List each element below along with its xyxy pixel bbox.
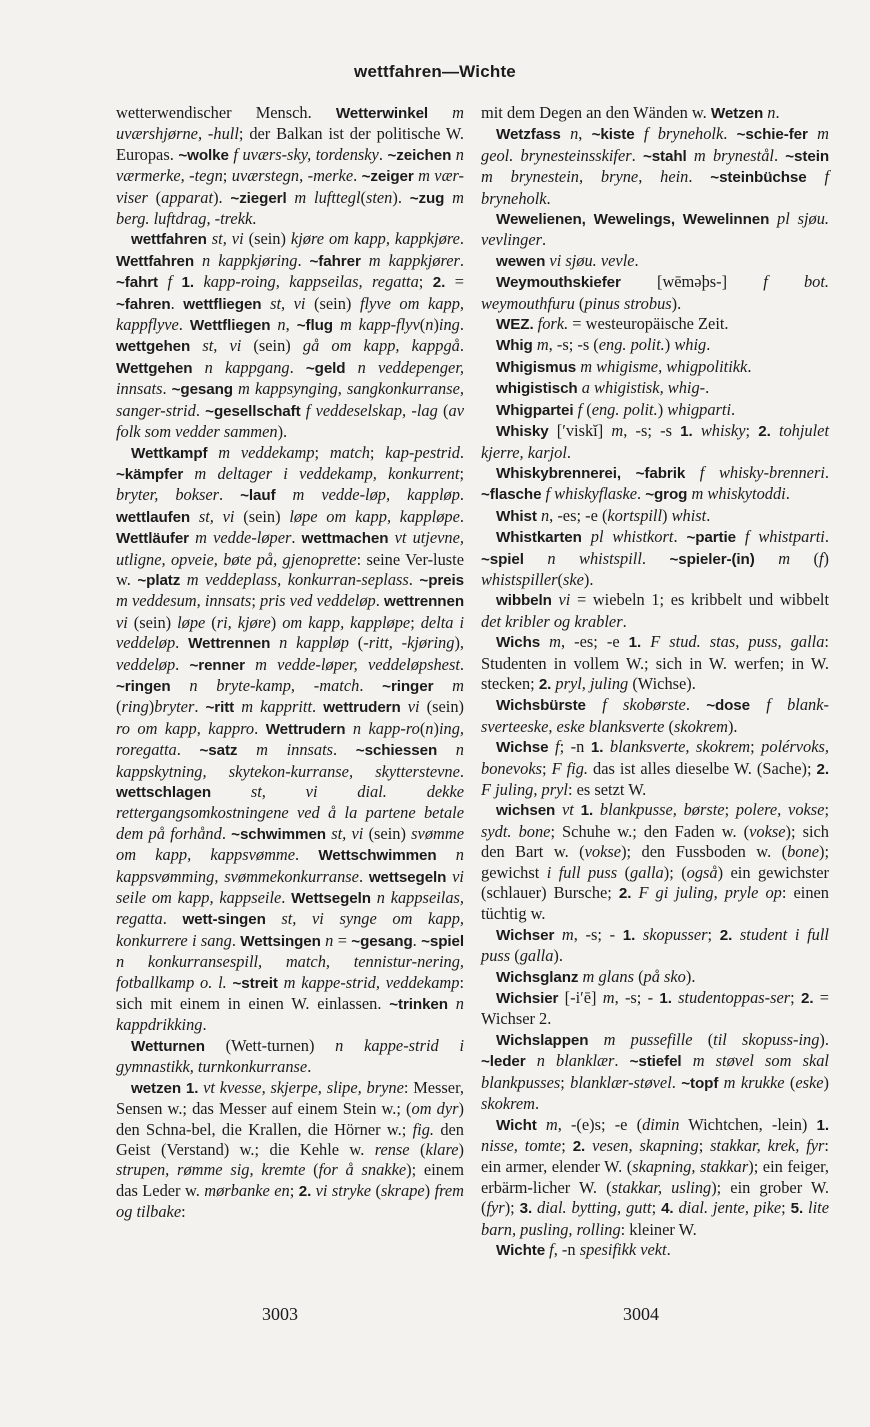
entry-paragraph: Wichs m, -es; -e 1. F stud. stas, puss, galla: Studenten in vollem W.; sich in W. werfen; in W. stecken; 2. pryl, juling (Wichse). bbox=[481, 632, 829, 693]
entry-paragraph: Whig m, -s; -s (eng. polit.) whig. bbox=[496, 335, 711, 355]
entry-paragraph: wibbeln vi = wiebeln 1; es kribbelt und wibbelt det kribler og krabler. bbox=[481, 590, 829, 631]
entry-paragraph: Whist n, -es; -e (kortspill) whist. bbox=[496, 505, 711, 525]
entry-paragraph: Wicht m, -(e)s; -e (dimin Wichtchen, -lein) 1. nisse, tomte; 2. vesen, skapning; stakkar, krek, fyr: ein armer, elender W. (skapning, stakkar); ein feiger, erbärm-licher W. (stakkar, usling); ein grober W. (fyr); 3. dial. bytting, gutt; 4. dial. jente, pike; 5. lite barn, pusling, rolling: kleiner W. bbox=[481, 1114, 829, 1239]
entry-paragraph: Whistkarten pl whistkort. ~partie f whistparti. ~spiel n whistspill. ~spieler-(in) m (f) whistspiller(ske). bbox=[481, 527, 829, 589]
entry-paragraph: wewen vi sjøu. vevle. bbox=[496, 250, 639, 270]
entry-paragraph: Wewelienen, Wewelings, Wewelinnen pl sjøu. vevlinger. bbox=[481, 209, 829, 250]
entry-paragraph: wettfahren st, vi (sein) kjøre om kapp, kappkjøre. Wettfahren n kappkjøring. ~fahrer m kappkjører. ~fahrt f 1. kapp-roing, kappseilas, regatta; 2. = ~fahren. wettfliegen st, vi (sein) flyve om kapp, kappflyve. Wettfliegen n, ~flug m kapp-flyv(n)ing. wettgehen st, vi (sein) gå om kapp, kappgå. Wettgehen n kappgang. ~geld n veddepenger, innsats. ~gesang m kappsynging, sangkonkurranse, sanger-strid. ~gesellschaft f veddeselskap, -lag (av folk som vedder sammen). bbox=[116, 229, 465, 442]
entry-paragraph: Wettkampf m veddekamp; match; kap-pestrid. ~kämpfer m deltager i veddekamp, konkurrent; bryter, bokser. ~lauf m vedde-løp, kappløp. wettlaufen st, vi (sein) løpe om kapp, kappløpe. Wettläufer m vedde-løper. wettmachen vt utjevne, utligne, opveie, bøte på, gjenoprette: seine Ver-luste w. ~platz m veddeplass, konkurran-seplass. ~preis m veddesum, innsats; pris ved veddeløp. wettrennen vi (sein) løpe (ri, kjøre) om kapp, kappløpe; delta i veddeløp. Wettrennen n kappløp (-ritt, -kjøring), veddeløp. ~renner m vedde-løper, veddeløpshest. ~ringen n bryte-kamp, -match. ~ringer m (ring)bryter. ~ritt m kappritt. wettrudern vi (sein) ro om kapp, kappro. Wettrudern n kapp-ro(n)ing, roregatta. ~satz m innsats. ~schiessen n kappskytning, skytekon-kurranse, skytterstevne. wettschlagen st, vi dial. dekke rettergangsomkostningene ved å la partene betale dem på forhånd. ~schwimmen st, vi (sein) svømme om kapp, kappsvømme. Wettschwimmen n kappsvømming, svømmekonkurranse. wettsegeln vi seile om kapp, kappseile. Wettsegeln n kappseilas, regatta. wett-singen st, vi synge om kapp, konkurrere i sang. Wettsingen n = ~gesang. ~spiel n konkurransespill, match, tennistur-nering, fotballkamp o. l. ~streit m kappe-strid, veddekamp: sich mit einem in einen W. einlassen. ~trinken n kappdrikking. bbox=[116, 442, 464, 1035]
entry-paragraph: mit dem Degen an den Wänden w. Wetzen n. bbox=[481, 103, 780, 122]
entry-paragraph: Wichsglanz m glans (på sko). bbox=[496, 966, 696, 986]
entry-paragraph: Weymouthskiefer [wēmǝþs-] f bot. weymouthfuru (pinus strobus). bbox=[481, 272, 829, 313]
entry-paragraph: Wichsier [-i′ē] m, -s; - 1. studentoppas-ser; 2. = Wichser 2. bbox=[481, 988, 829, 1029]
page-number-right: 3004 bbox=[623, 1304, 659, 1324]
entry-paragraph: Whigpartei f (eng. polit.) whigparti. bbox=[496, 399, 736, 419]
entry-paragraph: Wichser m, -s; - 1. skopusser; 2. student i full puss (galla). bbox=[481, 924, 829, 966]
entry-paragraph: Whiskybrennerei, ~fabrik f whisky-brenneri. ~flasche f whiskyflaske. ~grog m whiskytoddi. bbox=[481, 462, 829, 504]
entry-paragraph: Wichsbürste f skobørste. ~dose f blank-sverteeske, eske blanksverte (skokrem). bbox=[481, 695, 829, 736]
entry-paragraph: wichsen vt 1. blankpusse, børste; polere, vokse; sydt. bone; Schuhe w.; den Faden w. (vokse); sich den Bart w. (vokse); den Fussboden w. (bone); gewichst i full puss (galla); (også) ein gewichster (schlauer) Bursche; 2. F gi juling, pryle op: einen tüchtig w. bbox=[481, 800, 829, 924]
entry-paragraph: Wichte f, -n spesifikk vekt. bbox=[496, 1239, 671, 1259]
left-column bbox=[116, 103, 464, 1223]
page-number-left: 3003 bbox=[262, 1304, 298, 1324]
entry-paragraph: whigistisch a whigistisk, whig-. bbox=[496, 378, 710, 398]
entry-paragraph: Wetturnen (Wett-turnen) n kappe-strid i gymnastikk, turnkonkurranse. bbox=[116, 1035, 464, 1077]
entry-paragraph: wetzen 1. vt kvesse, skjerpe, slipe, bryne: Messer, Sensen w.; das Messer auf einem Stein w.; (om dyr) den Schna-bel, die Krallen, die Hörner w.; fig. den Geist (Verstand) w.; die Kehle w. rense (klare) strupen, rømme sig, kremte (for å snakke); einem das Leder w. mørbanke en; 2. vi stryke (skrape) frem og tilbake: bbox=[116, 1077, 465, 1222]
right-column bbox=[481, 103, 829, 1261]
entry-paragraph: Whigismus m whigisme, whigpolitikk. bbox=[496, 356, 752, 376]
entry-paragraph: Wetzfass n, ~kiste f bryneholk. ~schie-fer m geol. brynesteinsskifer. ~stahl m brynestål. ~stein m brynestein, bryne, hein. ~steinbüchse f bryneholk. bbox=[481, 124, 829, 208]
entry-paragraph: Whisky [′viskĭ] m, -s; -s 1. whisky; 2. tohjulet kjerre, karjol. bbox=[481, 421, 830, 462]
running-header: wettfahren—Wichte bbox=[354, 62, 516, 81]
entry-paragraph: wetterwendischer Mensch. Wetterwinkel m uværshjørne, -hull; der Balkan ist der politische W. Europas. ~wolke f uværs-sky, tordensky. ~zeichen n værmerke, -tegn; uværstegn, -merke. ~zeiger m vær-viser (apparat). ~ziegerl m lufttegl(sten). ~zug m berg. luftdrag, -trekk. bbox=[116, 103, 465, 229]
entry-paragraph: Wichslappen m pussefille (til skopuss-ing). ~leder n blanklær. ~stiefel m støvel som skal blankpusses; blanklær-støvel. ~topf m krukke (eske) skokrem. bbox=[481, 1029, 829, 1114]
entry-paragraph: Wichse f; -n 1. blanksverte, skokrem; polérvoks, bonevoks; F fig. das ist alles dieselbe W. (Sache); 2. F juling, pryl: es setzt W. bbox=[481, 737, 830, 799]
entry-paragraph: WEZ. fork. = westeuropäische Zeit. bbox=[496, 314, 729, 334]
